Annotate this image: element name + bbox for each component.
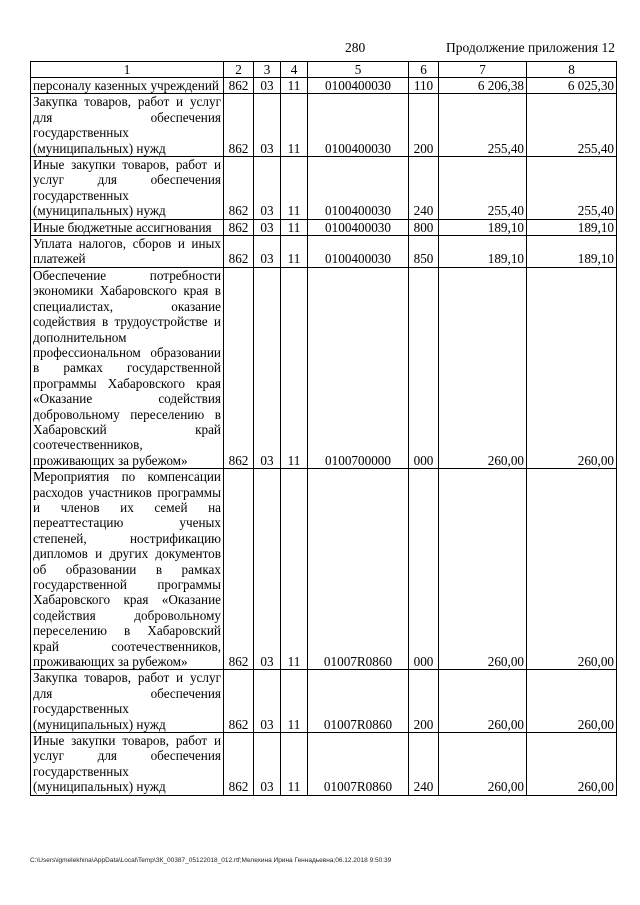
- column-header: 2: [224, 62, 254, 78]
- cell-amount-2: 189,10: [527, 219, 617, 235]
- cell-target: 0100400030: [308, 78, 409, 94]
- column-header: 1: [31, 62, 224, 78]
- column-header: 4: [281, 62, 308, 78]
- cell-amount-1: 189,10: [439, 219, 527, 235]
- cell-code: 862: [224, 670, 254, 733]
- cell-target: 0100400030: [308, 219, 409, 235]
- cell-section: 03: [254, 236, 281, 268]
- cell-amount-2: 260,00: [527, 469, 617, 670]
- cell-type: 240: [409, 157, 439, 220]
- cell-target: 0100400030: [308, 236, 409, 268]
- cell-type: 800: [409, 219, 439, 235]
- table-row: [31, 236, 617, 268]
- cell-amount-2: 260,00: [527, 267, 617, 468]
- table-row: [31, 670, 617, 733]
- cell-subsection: 11: [281, 236, 308, 268]
- row-name: Закупка товаров, работ и услуг для обеспечения государственных (муниципальных) нужд: [31, 670, 224, 733]
- cell-code: 862: [224, 236, 254, 268]
- cell-amount-1: 255,40: [439, 94, 527, 157]
- column-header: 3: [254, 62, 281, 78]
- cell-amount-1: 6 206,38: [439, 78, 527, 94]
- cell-code: 862: [224, 219, 254, 235]
- cell-target: 0100700000: [308, 267, 409, 468]
- row-name: Обеспечение потребности экономики Хабаровского края в специалистах, оказание содействия в трудоустройстве и дополнительном профессиональном образовании в рамках государственной программы Хабаровского края «Оказание содействия добровольному переселению в Хабаровский край соотечественников, проживающих за рубежом»: [31, 267, 224, 468]
- row-name: Иные закупки товаров, работ и услуг для обеспечения государственных (муниципальных) нужд: [31, 157, 224, 220]
- cell-code: 862: [224, 733, 254, 796]
- cell-type: 000: [409, 469, 439, 670]
- header-row: [31, 62, 617, 78]
- budget-table: [30, 61, 617, 796]
- cell-type: 240: [409, 733, 439, 796]
- cell-code: 862: [224, 78, 254, 94]
- cell-amount-2: 260,00: [527, 670, 617, 733]
- cell-amount-1: 255,40: [439, 157, 527, 220]
- cell-code: 862: [224, 94, 254, 157]
- cell-subsection: 11: [281, 733, 308, 796]
- page-header: [30, 40, 615, 58]
- table-row: [31, 157, 617, 220]
- cell-section: 03: [254, 267, 281, 468]
- cell-amount-1: 260,00: [439, 267, 527, 468]
- table-row: [31, 267, 617, 468]
- column-header: 5: [308, 62, 409, 78]
- cell-code: 862: [224, 267, 254, 468]
- cell-amount-2: 6 025,30: [527, 78, 617, 94]
- cell-amount-2: 255,40: [527, 157, 617, 220]
- page-number: 280: [345, 40, 366, 55]
- row-name: Уплата налогов, сборов и иных платежей: [31, 236, 224, 268]
- cell-code: 862: [224, 469, 254, 670]
- continuation-label: Продолжение приложения 12: [445, 40, 615, 55]
- cell-amount-2: 255,40: [527, 94, 617, 157]
- cell-section: 03: [254, 219, 281, 235]
- cell-type: 110: [409, 78, 439, 94]
- table-row: [31, 469, 617, 670]
- cell-target: 01007R0860: [308, 670, 409, 733]
- column-header: 7: [439, 62, 527, 78]
- cell-subsection: 11: [281, 267, 308, 468]
- column-header: 8: [527, 62, 617, 78]
- cell-section: 03: [254, 78, 281, 94]
- cell-type: 200: [409, 670, 439, 733]
- cell-amount-1: 260,00: [439, 733, 527, 796]
- cell-amount-2: 260,00: [527, 733, 617, 796]
- cell-section: 03: [254, 157, 281, 220]
- column-header: 6: [409, 62, 439, 78]
- cell-section: 03: [254, 94, 281, 157]
- cell-subsection: 11: [281, 469, 308, 670]
- cell-target: 01007R0860: [308, 469, 409, 670]
- cell-amount-1: 260,00: [439, 469, 527, 670]
- cell-target: 01007R0860: [308, 733, 409, 796]
- cell-section: 03: [254, 469, 281, 670]
- row-name: Закупка товаров, работ и услуг для обеспечения государственных (муниципальных) нужд: [31, 94, 224, 157]
- cell-type: 200: [409, 94, 439, 157]
- cell-type: 850: [409, 236, 439, 268]
- row-name: Мероприятия по компенсации расходов участников программы и членов их семей на переаттестацию ученых степеней, нострификацию дипломов и других документов об образовании в рамках государственной программы Хабаровского края «Оказание содействия добровольному переселению в Хабаровский край соотечественников, проживающих за рубежом»: [31, 469, 224, 670]
- cell-subsection: 11: [281, 94, 308, 157]
- row-name: Иные бюджетные ассигнования: [31, 219, 224, 235]
- cell-section: 03: [254, 733, 281, 796]
- row-name: персоналу казенных учреждений: [31, 78, 224, 94]
- table-row: [31, 94, 617, 157]
- cell-subsection: 11: [281, 157, 308, 220]
- cell-subsection: 11: [281, 670, 308, 733]
- cell-amount-2: 189,10: [527, 236, 617, 268]
- cell-subsection: 11: [281, 78, 308, 94]
- table-row: [31, 733, 617, 796]
- cell-subsection: 11: [281, 219, 308, 235]
- cell-section: 03: [254, 670, 281, 733]
- row-name: Иные закупки товаров, работ и услуг для обеспечения государственных (муниципальных) нужд: [31, 733, 224, 796]
- cell-target: 0100400030: [308, 94, 409, 157]
- table-row: [31, 219, 617, 235]
- cell-amount-1: 189,10: [439, 236, 527, 268]
- table-row: [31, 78, 617, 94]
- cell-amount-1: 260,00: [439, 670, 527, 733]
- file-path-footer: C:\Users\igmelekhina\AppData\Local\Temp\ЗК_00387_05122018_012.rtf;Мелехина Ирина Геннадьевна;06.12.2018 9:50:39: [30, 857, 392, 864]
- cell-code: 862: [224, 157, 254, 220]
- cell-type: 000: [409, 267, 439, 468]
- cell-target: 0100400030: [308, 157, 409, 220]
